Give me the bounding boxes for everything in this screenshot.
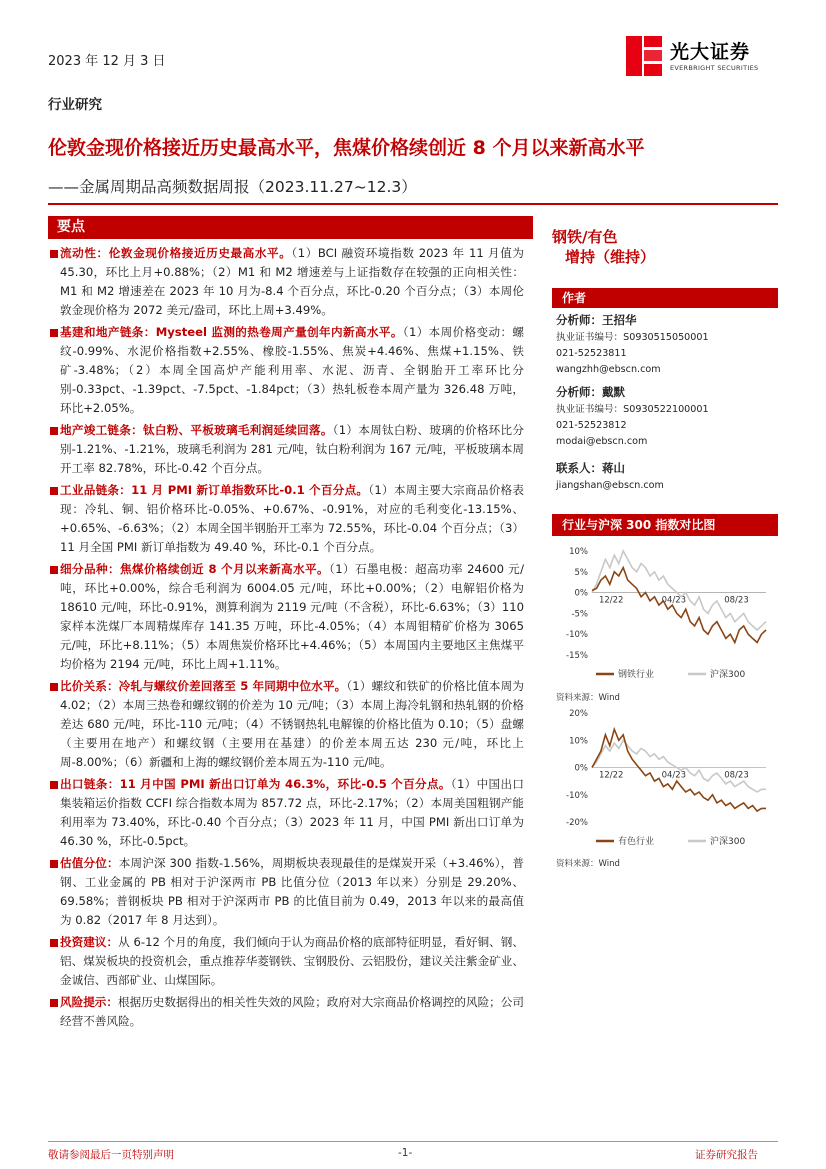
section-industrial: 工业品链条：11 月 PMI 新订单指数环比-0.1 个百分点。（1）本周主要大宗商品价格表现：冷轧、铜、铝价格环比-0.05%、+0.67%、-0.91%，对应的毛利变化-13.15%、+0.65%、-6.63%；（2）本周全国半钢胎开工率为 72.55%，环比-0.04 个百分点；（3）11 月全国 PMI 新订单指数为 49.40 %，环比-0.1 个百分点。: [60, 483, 525, 554]
y-tick-label: -15%: [566, 651, 588, 661]
x-tick-label: 04/23: [661, 770, 687, 781]
section-marker: [50, 683, 58, 691]
y-tick-label: 20%: [569, 709, 588, 719]
steel-vs-csi300-chart: [556, 545, 772, 685]
y-tick-label: -5%: [571, 609, 588, 620]
contact-name: 联系人：蒋山: [556, 461, 625, 475]
logo-mark-icon: [626, 36, 664, 76]
analyst-license: 执业证书编号：S0930522100001: [556, 404, 709, 415]
y-tick-label: 0%: [574, 763, 588, 774]
contact: [556, 460, 664, 494]
section-price-ratio: 比价关系：冷轧与螺纹价差回落至 5 年同期中位水平。（1）螺纹和铁矿的价格比值本周为 4.02；（2）本周三热卷和螺纹钢的价差为 10 元/吨；（3）本周上海冷轧钢和热轧钢的价格差达 680 元/吨，环比-110 元/吨；（4）不锈钢热轧电解镍的价格比值为 0.10；（5）盘螺（主要用在地产）和螺纹钢（主要用在基建）的价差本周五达 230 元/吨，环比上周-8.00%；（6）新疆和上海的螺纹钢价差本周五为-110 元/吨。: [60, 679, 524, 769]
page-title: 伦敦金现价格接近历史最高水平，焦煤价格续创近 8 个月以来新高水平: [48, 137, 645, 159]
key-points-body: [60, 244, 524, 1034]
section-marker: [50, 860, 58, 868]
page-number: -1-: [398, 1147, 413, 1159]
report-type: 行业研究: [48, 97, 102, 113]
brand-name-en: EVERBRIGHT SECURITIES: [670, 64, 759, 72]
analyst-phone: 021-52523812: [556, 420, 627, 431]
key-points-header: 要点: [48, 216, 533, 239]
nonferrous-chart-svg: [556, 707, 772, 852]
legend-label: 钢铁行业: [618, 670, 655, 680]
contact-email[interactable]: jiangshan@ebscn.com: [556, 480, 664, 491]
section-marker: [50, 999, 58, 1007]
analyst-email[interactable]: modai@ebscn.com: [556, 436, 648, 447]
chart-2-source: 资料来源：Wind: [556, 859, 620, 869]
authors-header: 作者: [552, 288, 778, 308]
x-tick-label: 08/23: [724, 595, 749, 606]
report-date: 2023 年 12 月 3 日: [48, 54, 166, 69]
legend-label: 沪深300: [710, 670, 746, 680]
section-marker: [50, 329, 58, 337]
y-tick-label: -10%: [566, 630, 588, 641]
section-investment: 投资建议：从 6-12 个月的角度，我们倾向于认为商品价格的底部特征明显，看好铜、钢、铝、煤炭板块的投资机会，重点推荐华菱钢铁、宝钢股份、云铝股份，建议关注紫金矿业、金诚信、西部矿业、山煤国际。: [60, 935, 524, 987]
chart-section-header: 行业与沪深 300 指数对比图: [552, 514, 778, 536]
section-export: 出口链条：11 月中国 PMI 新出口订单为 46.3%，环比-0.5 个百分点。（1）中国出口集装箱运价指数 CCFI 综合指数本周为 857.72 点，环比-2.17%；（2）本周美国粗钢产能利用率为 73.40%，环比-0.40 个百分点；（3）2023 年 11 月，中国 PMI 新出口订单为 46.30 %，环比-0.5pct。: [60, 777, 524, 848]
section-marker: [50, 939, 58, 947]
analyst-1: [556, 312, 709, 378]
footer-disclaimer: 敬请参阅最后一页特别声明: [48, 1149, 174, 1161]
legend-label: 有色行业: [618, 837, 655, 847]
analyst-phone: 021-52523811: [556, 348, 627, 359]
section-real-estate: 地产竣工链条：钛白粉、平板玻璃毛利润延续回落。（1）本周钛白粉、玻璃的价格环比分别-1.21%、-1.21%，玻璃毛利润为 281 元/吨，钛白粉利润为 167 元/吨，平板玻璃本周开工率 82.78%，环比-0.42 个百分点。: [60, 423, 524, 475]
x-tick-label: 12/22: [598, 770, 624, 781]
y-tick-label: -10%: [566, 790, 588, 801]
footer-report-label: 证券研究报告: [695, 1149, 758, 1161]
y-tick-label: 0%: [574, 588, 588, 599]
title-divider: [48, 203, 778, 205]
analyst-email[interactable]: wangzhh@ebscn.com: [556, 364, 661, 375]
rating-value: 增持（维持）: [565, 248, 656, 266]
series-line: [592, 551, 766, 630]
analyst-2: [556, 384, 709, 450]
section-marker: [50, 487, 58, 495]
brand-logo: [626, 36, 776, 80]
section-risk: 风险提示：根据历史数据得出的相关性失效的风险；政府对大宗商品价格调控的风险；公司经营不善风险。: [60, 995, 524, 1028]
analyst-name: 分析师：王招华: [556, 313, 637, 327]
x-tick-label: 12/22: [598, 595, 624, 606]
section-marker: [50, 427, 58, 435]
steel-chart-svg: [556, 545, 772, 685]
section-valuation: 估值分位：本周沪深 300 指数-1.56%，周期板块表现最佳的是煤炭开采（+3.46%），普钢、工业金属的 PB 相对于沪深两市 PB 比值分位（2013 年以来）分别是 29.20%、69.58%；普钢板块 PB 相对于沪深两市 PB 的比值目前为 0.49，2013 年以来的最高值为 0.82（2017 年 8 月达到）。: [60, 856, 524, 927]
y-tick-label: -20%: [566, 818, 588, 828]
section-marker: [50, 566, 58, 574]
y-tick-label: 10%: [569, 547, 588, 557]
page-subtitle: ——金属周期品高频数据周报（2023.11.27~12.3）: [48, 178, 417, 196]
section-marker: [50, 781, 58, 789]
y-tick-label: 5%: [574, 567, 588, 578]
section-marker: [50, 250, 58, 258]
chart-1-source: 资料来源：Wind: [556, 693, 620, 703]
brand-name: 光大证券: [670, 41, 751, 63]
y-tick-label: 10%: [569, 736, 588, 747]
x-tick-label: 08/23: [724, 770, 749, 781]
section-liquidity: 流动性：伦敦金现价格接近历史最高水平。（1）BCI 融资环境指数 2023 年 11 月值为 45.30，环比上月+0.88%；（2）M1 和 M2 增速差与上证指数存在较强的正向相关性：M1 和 M2 增速差在 2023 年 10 月为-8.4 个百分点，环比-0.20 个百分点；（3）本周伦敦金现价格为 2072 美元/盎司，环比上周+3.49%。: [60, 246, 524, 317]
rating-sector: 钢铁/有色: [552, 228, 618, 246]
x-tick-label: 04/23: [661, 595, 687, 606]
legend-label: 沪深300: [710, 837, 746, 847]
nonferrous-vs-csi300-chart: [556, 707, 772, 852]
analyst-name: 分析师：戴默: [556, 385, 625, 399]
analyst-license: 执业证书编号：S0930515050001: [556, 332, 709, 343]
footer-divider: [48, 1141, 778, 1142]
section-infrastructure: 基建和地产链条：Mysteel 监测的热卷周产量创年内新高水平。（1）本周价格变动：螺纹-0.99%、水泥价格指数+2.55%、橡胶-1.55%、焦炭+4.46%、焦煤+1.15%、铁矿-3.48%；（2）本周全国高炉产能利用率、水泥、沥青、全钢胎开工率环比分别-0.33pct、-1.39pct、-7.5pct、-1.84pct；（3）热轧板卷本周产量为 326.48 万吨，环比+2.05%。: [60, 325, 524, 415]
section-sub-varieties: 细分品种：焦煤价格续创近 8 个月以来新高水平。（1）石墨电极：超高功率 24600 元/吨，环比+0.00%，综合毛利润为 6004.05 元/吨，环比+0.00%；（2）电解铝价格为 18610 元/吨，环比-0.91%，测算利润为 2119 元/吨（不含税），环比-6.63%；（3）110 家样本洗煤厂本周精煤库存 141.35 万吨，环比-4.05%；（4）本周钼精矿价格为 3065 元/吨，环比+8.11%；（5）本周焦炭价格环比+4.46%；（5）本周国内主要地区主焦煤平均价格为 2194 元/吨，环比上周+1.11%。: [60, 562, 524, 671]
